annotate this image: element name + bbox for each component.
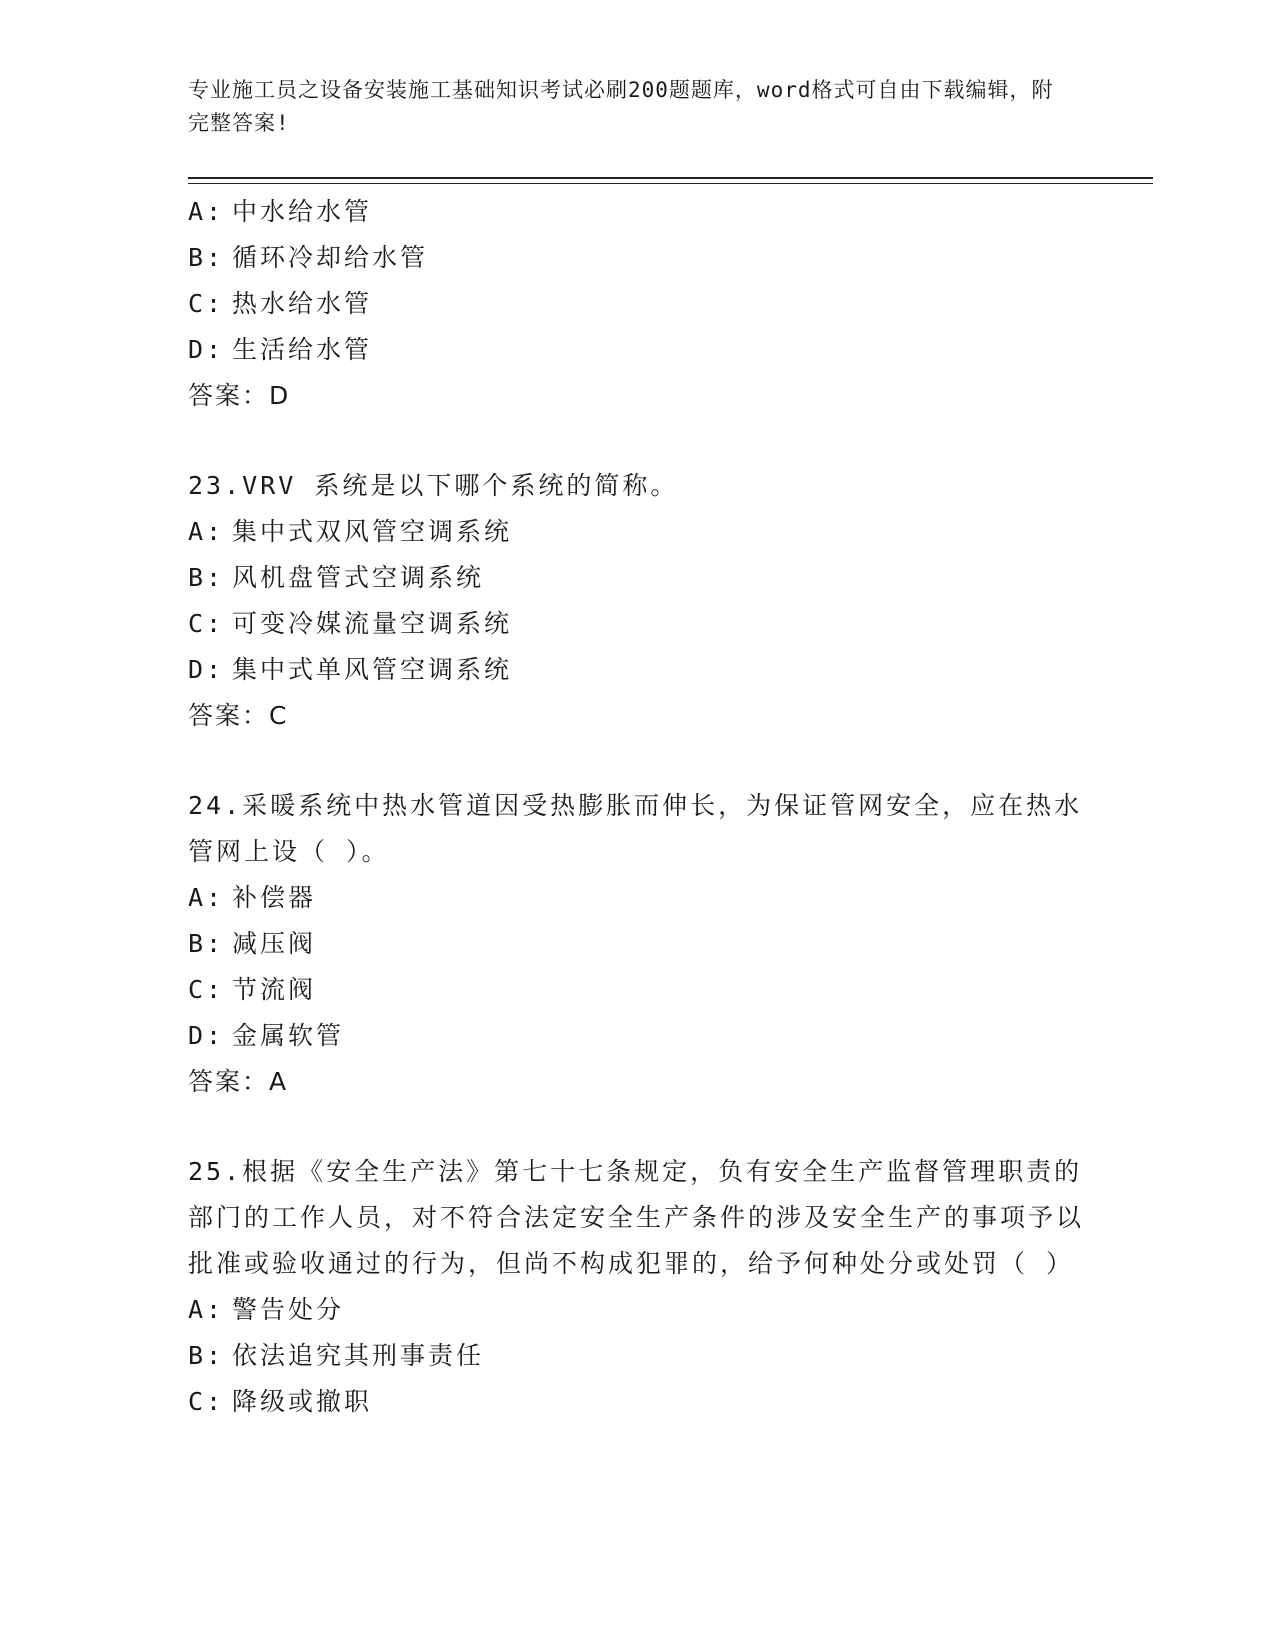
option-text: 依法追究其刑事责任 <box>232 1341 485 1370</box>
question-24 <box>188 783 1088 1105</box>
option-c <box>188 281 1088 327</box>
option-label: D: <box>188 655 225 684</box>
option-label: D: <box>188 1021 225 1050</box>
option-label: C: <box>188 1387 225 1416</box>
option-text: 可变冷媒流量空调系统 <box>232 609 513 638</box>
option-label: B: <box>188 243 225 272</box>
question-25 <box>188 1149 1088 1425</box>
option-text: 循环冷却给水管 <box>232 243 429 272</box>
question-23 <box>188 463 1088 739</box>
option-label: D: <box>188 335 225 364</box>
option-text: 节流阀 <box>232 975 317 1004</box>
option-label: C: <box>188 609 225 638</box>
option-label: B: <box>188 563 225 592</box>
answer-line: 答案：C <box>188 701 289 730</box>
option-text: 风机盘管式空调系统 <box>232 563 485 592</box>
header-divider-thin <box>188 183 1153 184</box>
option-d <box>188 647 1088 693</box>
option-label: A: <box>188 883 225 912</box>
option-b <box>188 555 1088 601</box>
option-text: 减压阀 <box>232 929 317 958</box>
option-text: 警告处分 <box>232 1295 345 1324</box>
option-b <box>188 1333 1088 1379</box>
option-text: 金属软管 <box>232 1021 345 1050</box>
option-label: A: <box>188 197 225 226</box>
option-b <box>188 921 1088 967</box>
option-d <box>188 1013 1088 1059</box>
option-text: 热水给水管 <box>232 289 373 318</box>
option-label: B: <box>188 929 225 958</box>
option-label: A: <box>188 1295 225 1324</box>
option-c <box>188 1379 1088 1425</box>
question-22-continuation <box>188 189 1088 419</box>
option-d <box>188 327 1088 373</box>
option-label: A: <box>188 517 225 546</box>
option-label: C: <box>188 975 225 1004</box>
question-stem: 24.采暖系统中热水管道因受热膨胀而伸长，为保证管网安全，应在热水管网上设（ ）。 <box>188 791 1083 866</box>
question-stem: 23.VRV 系统是以下哪个系统的简称。 <box>188 471 679 500</box>
option-text: 补偿器 <box>232 883 317 912</box>
option-c <box>188 601 1088 647</box>
question-content <box>188 189 1088 1425</box>
option-a <box>188 875 1088 921</box>
option-label: B: <box>188 1341 225 1370</box>
option-text: 降级或撤职 <box>232 1387 373 1416</box>
option-a <box>188 509 1088 555</box>
answer-line: 答案：D <box>188 381 291 410</box>
question-stem: 25.根据《安全生产法》第七十七条规定，负有安全生产监督管理职责的部门的工作人员，对不符合法定安全生产条件的涉及安全生产的事项予以批准或验收通过的行为，但尚不构成犯罪的，给予何种处分或处罚（ ） <box>188 1157 1085 1278</box>
option-text: 中水给水管 <box>232 197 373 226</box>
document-header: 专业施工员之设备安装施工基础知识考试必刷200题题库，word格式可自由下载编辑，附完整答案! <box>188 78 1054 135</box>
header-divider-thick <box>188 177 1153 179</box>
option-label: C: <box>188 289 225 318</box>
option-text: 生活给水管 <box>232 335 373 364</box>
answer-line: 答案：A <box>188 1067 289 1096</box>
option-c <box>188 967 1088 1013</box>
option-text: 集中式单风管空调系统 <box>232 655 513 684</box>
option-text: 集中式双风管空调系统 <box>232 517 513 546</box>
option-a <box>188 189 1088 235</box>
option-b <box>188 235 1088 281</box>
option-a <box>188 1287 1088 1333</box>
